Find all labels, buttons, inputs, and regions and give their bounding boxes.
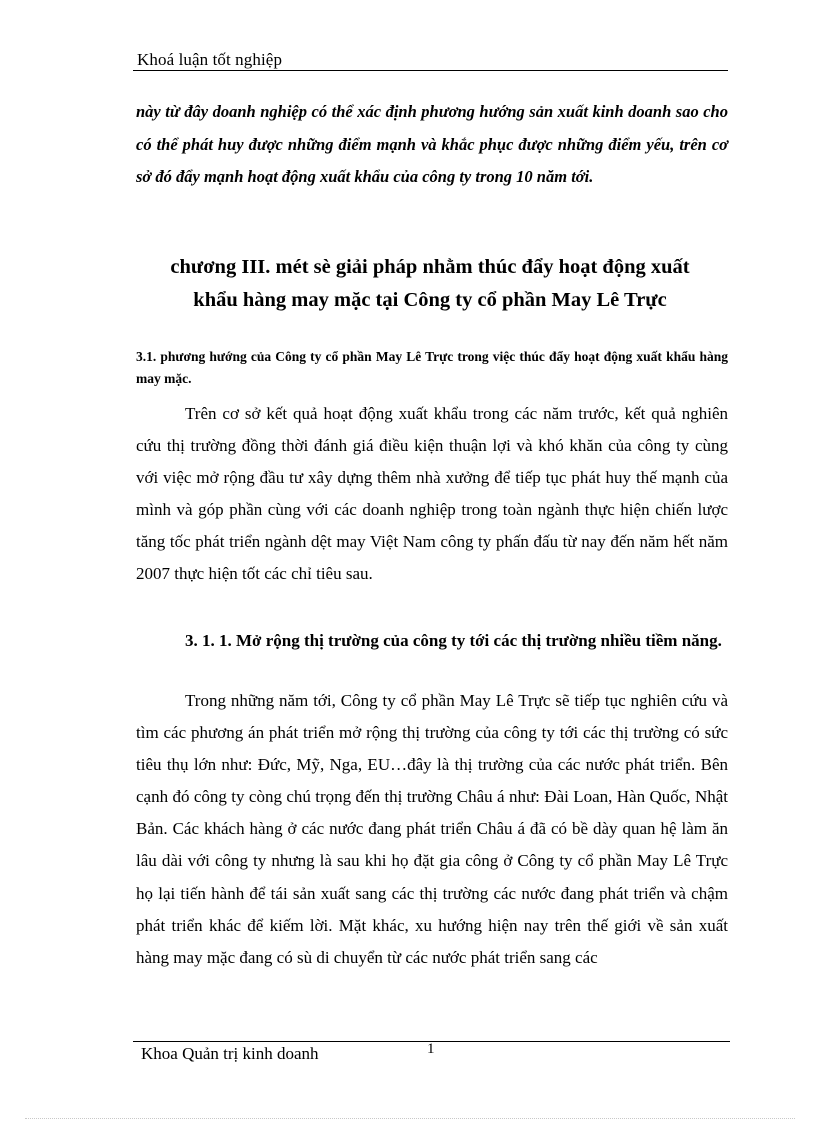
chapter-title-line-1: chương III. mét sè giải pháp nhằm thúc đẩy hoạt động xuất xyxy=(170,256,690,278)
subsection-heading: 3. 1. 1. Mở rộng thị trường của công ty tới các thị trường nhiều tiềm năng. xyxy=(185,631,722,650)
section-heading: 3.1. phương hướng của Công ty cổ phần May Lê Trực trong việc thúc đẩy hoạt động xuất khẩu hàng may mặc. xyxy=(136,349,728,386)
header-title: Khoá luận tốt nghiệp xyxy=(137,50,283,69)
body-paragraph-2: Trong những năm tới, Công ty cổ phần May Lê Trực sẽ tiếp tục nghiên cứu và tìm các phương án phát triển mở rộng thị trường của công ty tới các thị trường có sức tiêu thụ lớn như: Đức, Mỹ, Nga, EU…đây là thị trường của các nước phát triển. Bên cạnh đó công ty còng chú trọng đến thị trường Châu á như: Đài Loan, Hàn Quốc, Nhật Bản. Các khách hàng ở các nước đang phát triển Châu á đã có bề dày quan hệ làm ăn lâu dài với công ty nhưng là sau khi họ đặt gia công ở Công ty cổ phần May Lê Trực họ lại tiến hành để tái sản xuất sang các thị trường các nước đang phát triển và chậm phát triển khác để kiếm lời. Mặt khác, xu hướng hiện nay trên thế giới về sản xuất hàng may mặc đang có sù di chuyển từ các nước phát triển sang các xyxy=(136,691,728,967)
page-edge-divider xyxy=(25,1118,795,1119)
body-paragraph-1: Trên cơ sở kết quả hoạt động xuất khẩu trong các năm trước, kết quả nghiên cứu thị trường đồng thời đánh giá điều kiện thuận lợi và khó khăn của công ty cùng với việc mở rộng đầu tư xây dựng thêm nhà xưởng để tiếp tục phát huy thế mạnh của mình và góp phần cùng với các doanh nghiệp trong toàn ngành thực hiện chiến lược tăng tốc phát triển ngành dệt may Việt Nam công ty phấn đấu từ nay đến năm hết năm 2007 thực hiện tốt các chỉ tiêu sau. xyxy=(136,404,728,584)
header-divider xyxy=(133,70,728,71)
intro-paragraph: này từ đây doanh nghiệp có thể xác định phương hướng sản xuất kinh doanh sao cho có thể phát huy được những điểm mạnh và khắc phục được những điểm yếu, trên cơ sở đó đẩy mạnh hoạt động xuất khẩu của công ty trong 10 năm tới. xyxy=(136,102,728,186)
chapter-title-line-2: khẩu hàng may mặc tại Công ty cổ phần May Lê Trực xyxy=(193,289,667,311)
page-number: 1 xyxy=(427,1041,435,1057)
footer-text: Khoa Quản trị kinh doanh xyxy=(141,1044,319,1063)
chapter-title xyxy=(120,251,740,317)
